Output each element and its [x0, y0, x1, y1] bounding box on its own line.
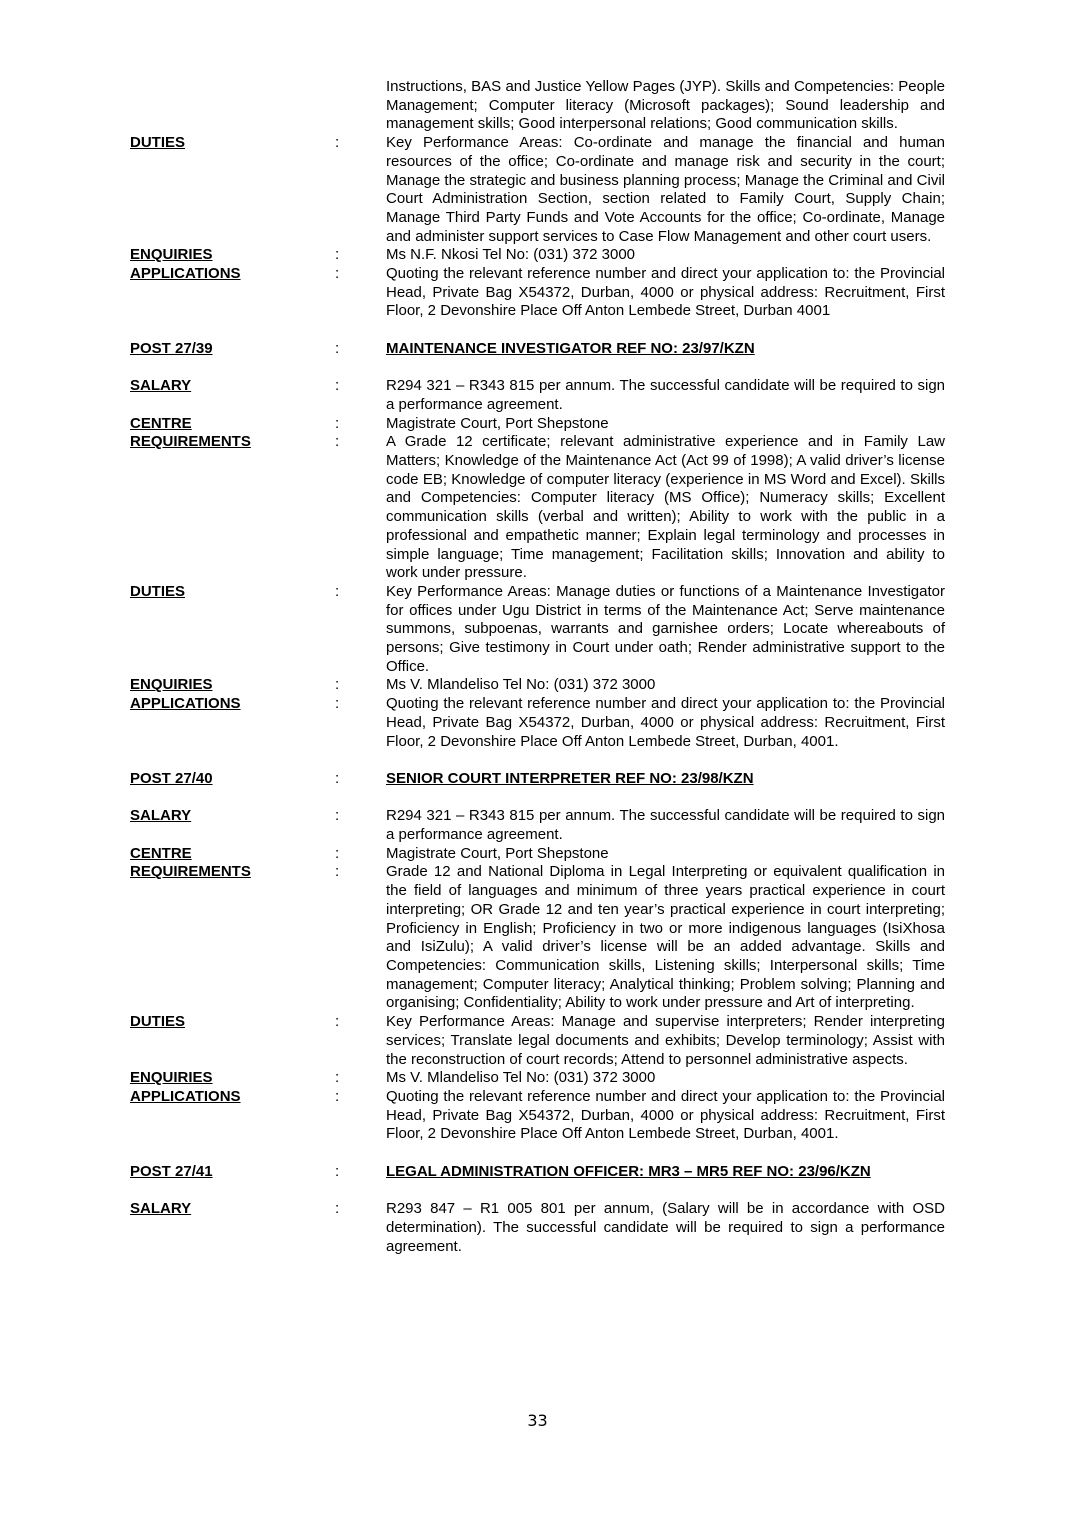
row-colon: : — [335, 582, 340, 600]
row-colon: : — [335, 695, 340, 713]
row-post-heading — [130, 770, 945, 789]
row-duties — [130, 583, 945, 677]
row-value: Instructions, BAS and Justice Yellow Pages (JYP). Skills and Competencies: People Management; Computer literacy (Microsoft packages); Sound leadership and management skills; Good interpersonal relations; Good communication skills. — [386, 78, 945, 133]
row-duties — [130, 1013, 945, 1069]
row-colon: : — [335, 1013, 340, 1031]
row-duties — [130, 134, 945, 246]
row-label: CENTRE — [130, 844, 192, 862]
row-value: Quoting the relevant reference number and direct your application to: the Provincial Head, Private Bag X54372, Durban, 4000 or physical address: Recruitment, First Floor, 2 Devonshire Place Off Anton Lembede Street, Durban 4001 — [386, 265, 945, 320]
row-label: CENTRE — [130, 414, 192, 432]
row-value: Magistrate Court, Port Shepstone — [386, 414, 609, 432]
row-value: Key Performance Areas: Manage duties or functions of a Maintenance Investigator for offices under Ugu District in terms of the Maintenance Act; Serve maintenance summons, subpoenas, warrants and garnishee orders; Locate whereabouts of persons; Give testimony in Court under oath; Render administrative support to the Office. — [386, 582, 945, 675]
post-title: SENIOR COURT INTERPRETER REF NO: 23/98/KZN — [386, 769, 754, 787]
row-salary — [130, 807, 945, 844]
row-colon: : — [335, 844, 340, 862]
row-value: Key Performance Areas: Co-ordinate and manage the financial and human resources of the office; Co-ordinate and manage risk and security in the court; Manage the strategic and business planning process; Manage the Criminal and Civil Court Administration Section, section related to Family Court, Supply Chain; Manage Third Party Funds and Vote Accounts for the office; Co-ordinate, Manage and administer support services to Case Flow Management and other court users. — [386, 134, 945, 245]
row-value: Magistrate Court, Port Shepstone — [386, 844, 609, 862]
row-enquiries — [130, 246, 945, 265]
row-continuation — [130, 78, 945, 134]
row-colon: : — [335, 265, 340, 283]
row-requirements — [130, 433, 945, 583]
row-salary — [130, 1200, 945, 1256]
row-label: REQUIREMENTS — [130, 433, 251, 451]
row-centre — [130, 415, 945, 434]
row-label: POST 27/41 — [130, 1162, 213, 1180]
row-value: Ms V. Mlandeliso Tel No: (031) 372 3000 — [386, 1069, 656, 1087]
row-value: A Grade 12 certificate; relevant administrative experience and in Family Law Matters; Knowledge of the Maintenance Act (Act 99 of 1998); A valid driver’s license code EB; Knowledge of computer literacy (experience in MS Word and Excel). Skills and Competencies: Computer literacy (MS Office); Numeracy skills; Excellent communication skills (verbal and written); Ability to work with the public in a professional and empathetic manner; Explain legal terminology and processes in simple language; Time management; Facilitation skills; Innovation and ability to work under pressure. — [386, 433, 945, 582]
row-value: Ms N.F. Nkosi Tel No: (031) 372 3000 — [386, 246, 636, 264]
row-label: POST 27/40 — [130, 769, 213, 787]
row-applications — [130, 265, 945, 321]
row-value: Grade 12 and National Diploma in Legal Interpreting or equivalent qualification in the field of languages and minimum of three years practical experience in court interpreting; OR Grade 12 and ten year’s practical experience in court interpreting; Proficiency in English; Proficiency in two or more indigenous languages (IsiXhosa and IsiZulu); A valid driver’s license will be an added advantage. Skills and Competencies: Communication skills, Listening skills; Interpersonal skills; Time management; Computer literacy; Analytical thinking; Problem solving; Planning and organising; Confidentiality; Ability to work under pressure and Art of interpreting. — [386, 863, 945, 1012]
post-title: LEGAL ADMINISTRATION OFFICER: MR3 – MR5 REF NO: 23/96/KZN — [386, 1162, 871, 1180]
row-colon: : — [335, 1162, 340, 1180]
row-value: Quoting the relevant reference number and direct your application to: the Provincial Head, Private Bag X54372, Durban, 4000 or physical address: Recruitment, First Floor, 2 Devonshire Place Off Anton Lembede Street, Durban, 4001. — [386, 1087, 945, 1143]
row-colon: : — [335, 414, 340, 432]
row-enquiries — [130, 676, 945, 695]
row-post-heading — [130, 1163, 945, 1182]
row-label: ENQUIRIES — [130, 246, 213, 264]
row-colon: : — [335, 1087, 340, 1105]
row-label: ENQUIRIES — [130, 1069, 213, 1087]
row-colon: : — [335, 1069, 340, 1087]
row-colon: : — [335, 134, 340, 152]
row-value: Ms V. Mlandeliso Tel No: (031) 372 3000 — [386, 676, 656, 694]
row-label: ENQUIRIES — [130, 676, 213, 694]
row-colon: : — [335, 807, 340, 825]
row-label: SALARY — [130, 807, 192, 825]
row-value: R294 321 – R343 815 per annum. The successful candidate will be required to sign a performance agreement. — [386, 377, 945, 413]
post-title: MAINTENANCE INVESTIGATOR REF NO: 23/97/KZN — [386, 339, 755, 357]
row-label: SALARY — [130, 377, 192, 395]
row-label: APPLICATIONS — [130, 1087, 241, 1105]
page-number: 33 — [527, 1411, 548, 1430]
row-post-heading — [130, 340, 945, 359]
row-value: R294 321 – R343 815 per annum. The successful candidate will be required to sign a performance agreement. — [386, 807, 945, 844]
row-label: APPLICATIONS — [130, 265, 241, 283]
row-colon: : — [335, 676, 340, 694]
row-label: REQUIREMENTS — [130, 863, 251, 881]
row-label: SALARY — [130, 1200, 192, 1218]
row-label: DUTIES — [130, 1013, 186, 1031]
row-label: APPLICATIONS — [130, 695, 241, 713]
row-value: R293 847 – R1 005 801 per annum, (Salary will be in accordance with OSD determination). The successful candidate will be required to sign a performance agreement. — [386, 1200, 945, 1255]
row-enquiries — [130, 1069, 945, 1088]
document-body — [130, 78, 945, 1256]
row-colon: : — [335, 433, 340, 451]
row-colon: : — [335, 1200, 340, 1218]
row-label: POST 27/39 — [130, 339, 213, 357]
row-centre — [130, 845, 945, 864]
row-applications — [130, 695, 945, 751]
row-salary — [130, 377, 945, 414]
row-label: DUTIES — [130, 134, 186, 152]
row-value: Quoting the relevant reference number and direct your application to: the Provincial Head, Private Bag X54372, Durban, 4000 or physical address: Recruitment, First Floor, 2 Devonshire Place Off Anton Lembede Street, Durban, 4001. — [386, 695, 945, 750]
row-colon: : — [335, 769, 340, 787]
row-applications — [130, 1088, 945, 1144]
row-colon: : — [335, 863, 340, 881]
row-requirements — [130, 863, 945, 1013]
row-label: DUTIES — [130, 582, 186, 600]
row-colon: : — [335, 339, 340, 357]
row-colon: : — [335, 377, 340, 395]
row-label — [130, 78, 335, 134]
row-value: Key Performance Areas: Manage and supervise interpreters; Render interpreting services; Translate legal documents and exhibits; Develop terminology; Assist with the reconstruction of court records; Attend to personnel administrative aspects. — [386, 1013, 945, 1068]
row-colon — [335, 78, 386, 134]
row-colon: : — [335, 246, 340, 264]
